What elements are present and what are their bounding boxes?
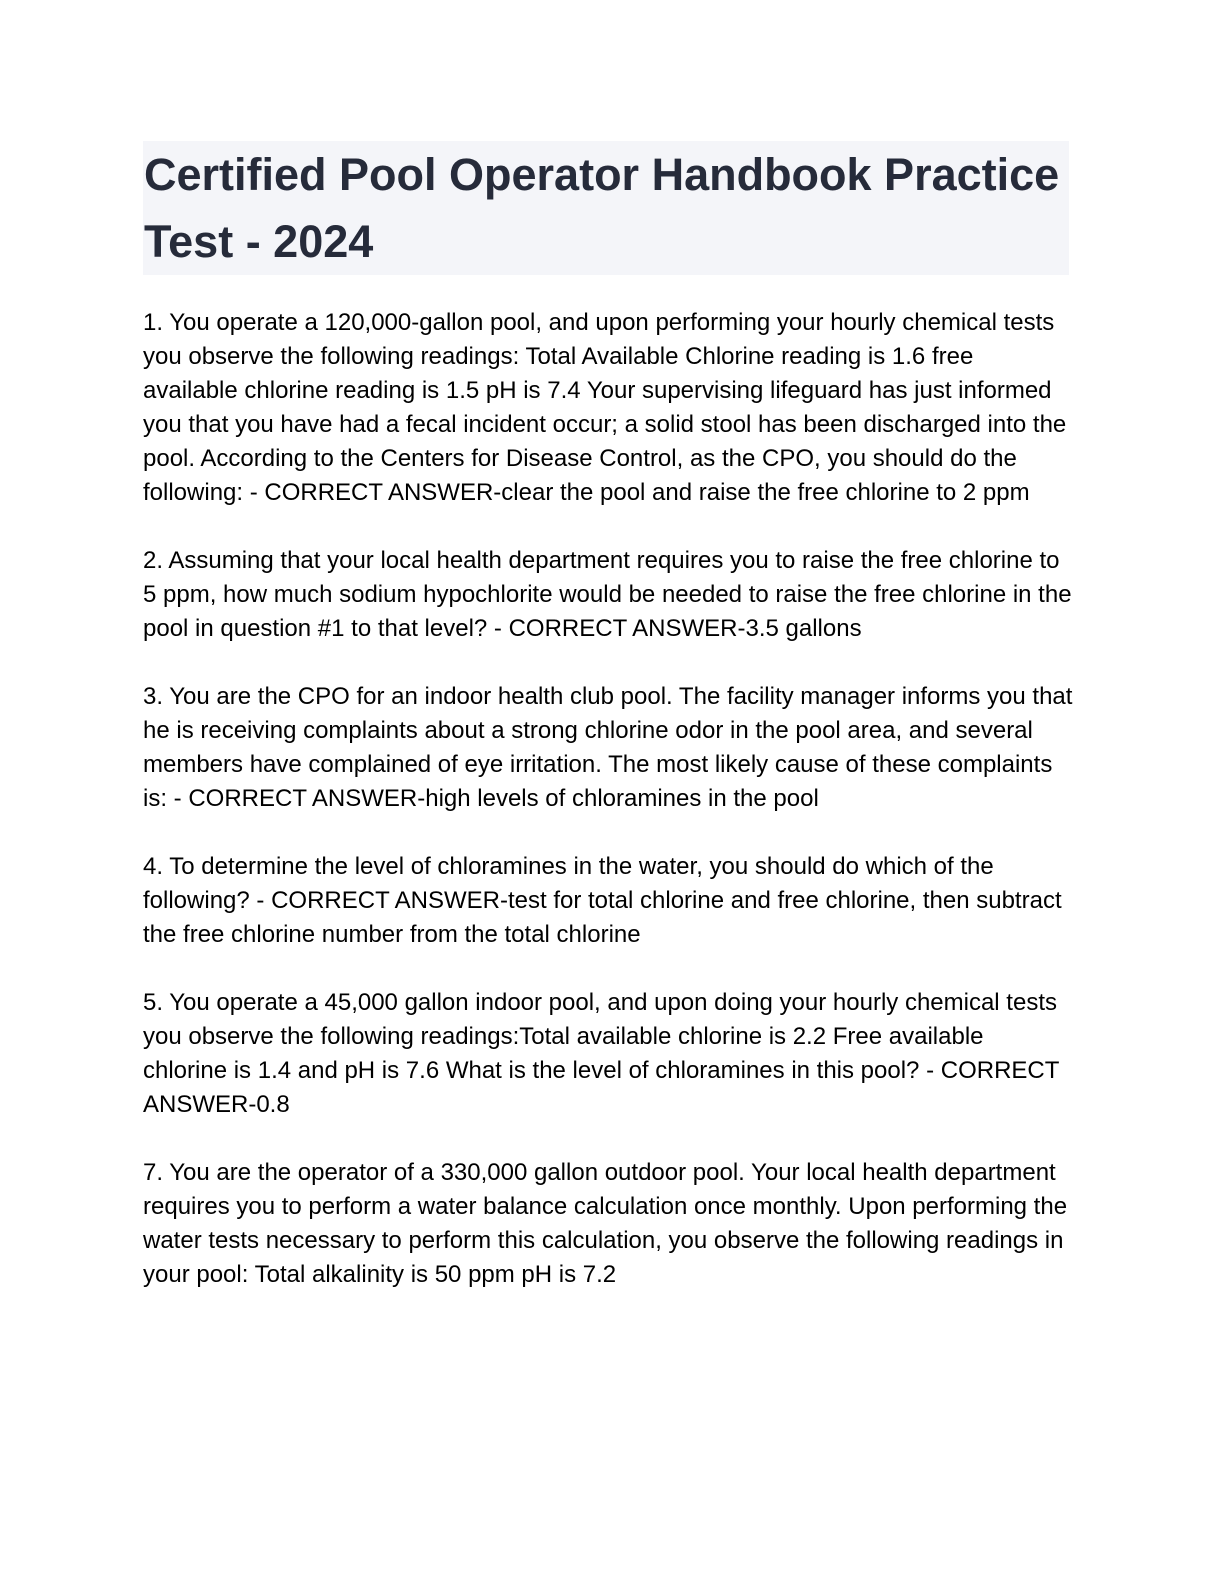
question-list (143, 306, 1073, 1292)
question-item: 2. Assuming that your local health department requires you to raise the free chlorine to 5 ppm, how much sodium hypochlorite would be needed to raise the free chlorine in the pool in question #1 to that level? - CORRECT ANSWER-3.5 gallons (143, 547, 1072, 642)
question-item: 4. To determine the level of chloramines in the water, you should do which of the following? - CORRECT ANSWER-test for total chlorine and free chlorine, then subtract the free chlorine number from the total chlorine (143, 853, 1062, 948)
question-item: 3. You are the CPO for an indoor health club pool. The facility manager informs you that he is receiving complaints about a strong chlorine odor in the pool area, and several members have complained of eye irritation. The most likely cause of these complaints is: - CORRECT ANSWER-high levels of chloramines in the pool (143, 683, 1073, 812)
question-item: 5. You operate a 45,000 gallon indoor pool, and upon doing your hourly chemical tests you observe the following readings:Total available chlorine is 2.2 Free available chlorine is 1.4 and pH is 7.6 What is the level of chloramines in this pool? - CORRECT ANSWER-0.8 (143, 989, 1059, 1118)
question-item: 7. You are the operator of a 330,000 gallon outdoor pool. Your local health department requires you to perform a water balance calculation once monthly. Upon performing the water tests necessary to perform this calculation, you observe the following readings in your pool: Total alkalinity is 50 ppm pH is 7.2 (143, 1159, 1068, 1288)
title-block (143, 141, 1069, 275)
page-title: Certified Pool Operator Handbook Practice Test - 2024 (144, 149, 1060, 267)
question-item: 1. You operate a 120,000-gallon pool, and upon performing your hourly chemical tests you observe the following readings: Total Available Chlorine reading is 1.6 free available chlorine reading is 1.5 pH is 7.4 Your supervising lifeguard has just informed you that you have had a fecal incident occur; a solid stool has been discharged into the pool. According to the Centers for Disease Control, as the CPO, you should do the following: - CORRECT ANSWER-clear the pool and raise the free chlorine to 2 ppm (143, 309, 1067, 506)
